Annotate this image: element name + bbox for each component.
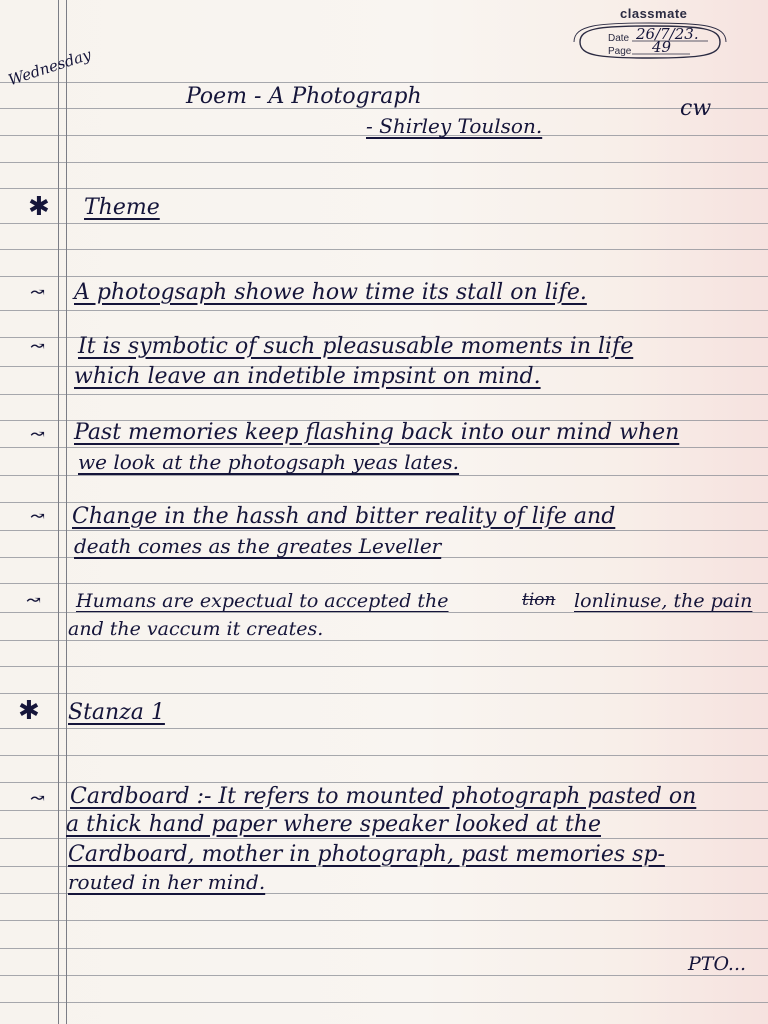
cw-mark: cw [680,96,712,121]
arrow-icon: ↝ [30,282,46,303]
theme-line: and the vaccum it creates. [68,618,324,640]
poem-author: - Shirley Toulson. [366,114,543,138]
margin-line-left [58,0,59,1024]
stanza-line: Cardboard, mother in photograph, past memories sp- [68,842,665,867]
arrow-icon: ↝ [30,506,46,527]
theme-line: lonlinuse, the pain [574,590,753,612]
stanza-line: Cardboard :- It refers to mounted photograph pasted on [70,784,697,809]
arrow-icon: ↝ [30,336,46,357]
theme-line: Humans are expectual to accepted the [76,590,449,612]
date-value: 26/7/23. [636,25,699,43]
star-icon: ✱ [18,696,40,726]
stanza-line: a thick hand paper where speaker looked at the [66,812,601,837]
theme-heading: Theme [84,195,160,220]
brand-logo-text: classmate [620,6,688,21]
page-label: Page [608,46,632,57]
theme-line: death comes as the greates Leveller [74,534,442,558]
theme-line: It is symbotic of such pleasusable moments in life [78,334,634,359]
star-icon: ✱ [28,192,50,222]
theme-line: A photogsaph showe how time its stall on life. [74,280,587,305]
theme-line: Past memories keep flashing back into our mind when [74,420,680,445]
margin-line-right [66,0,67,1024]
theme-line: we look at the photogsaph yeas lates. [78,450,460,474]
struck-word: tion [522,590,556,610]
stanza-line: routed in her mind. [68,870,266,894]
pto-note: PTO... [688,953,747,975]
page-value: 49 [652,38,672,56]
arrow-icon: ↝ [30,788,46,809]
theme-line: which leave an indetible impsint on mind. [74,364,541,389]
date-label: Date [608,33,630,44]
theme-line: Change in the hassh and bitter reality of life and [72,504,616,529]
day-note: Wednesday [6,45,94,90]
arrow-icon: ↝ [26,590,42,611]
stanza-heading: Stanza 1 [68,700,165,725]
poem-title: Poem - A Photograph [186,84,422,109]
arrow-icon: ↝ [30,424,46,445]
